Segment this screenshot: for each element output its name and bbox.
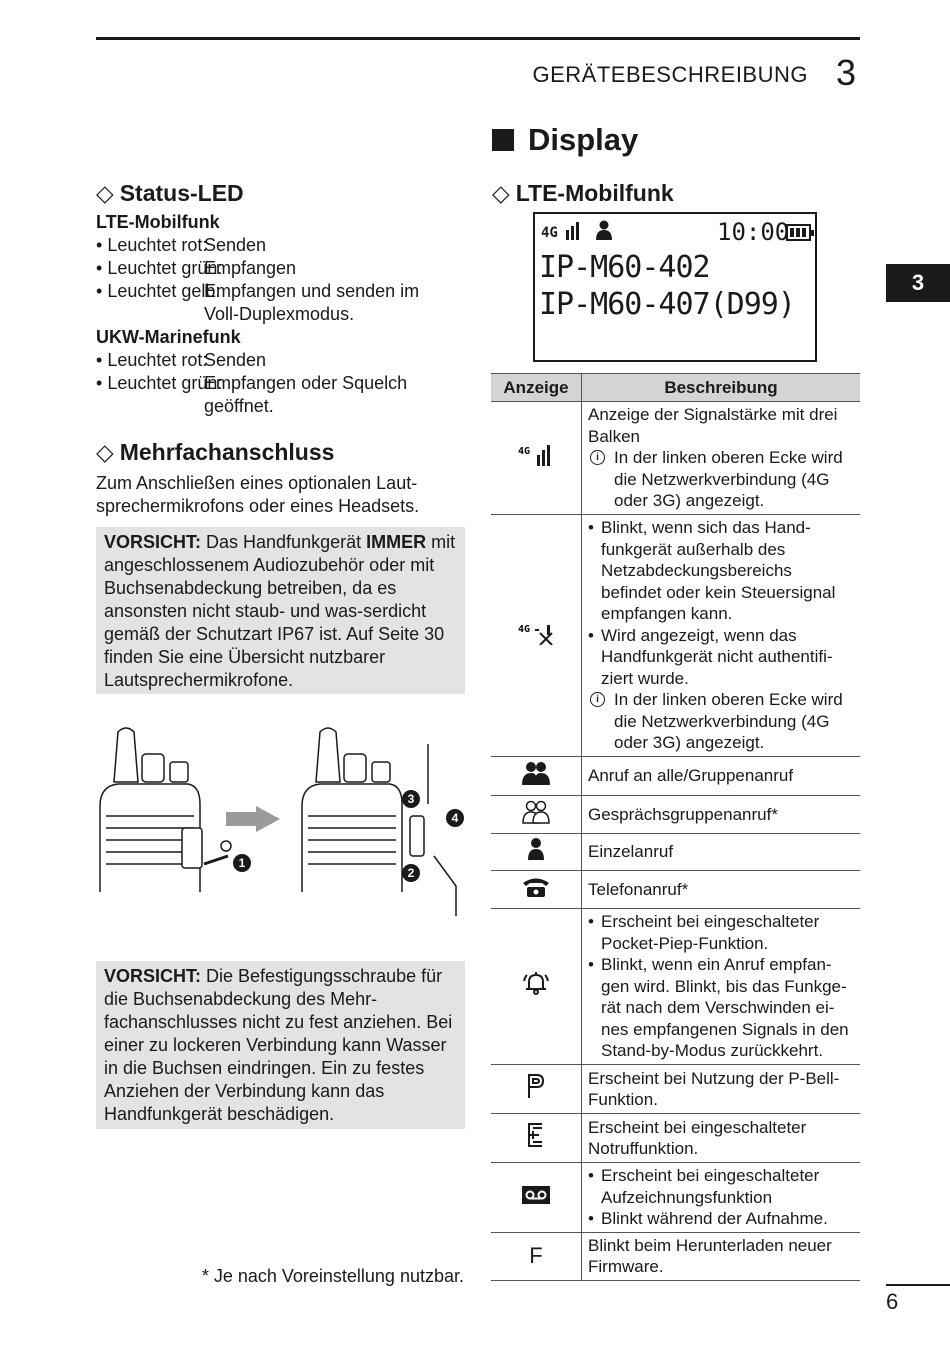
row-description: • Erscheint bei eingeschalteter Pocket-Piep-Funktion. • Blinkt, wenn ein Anruf empfan-gen wird. Blinkt, bis das Funkge-rät nach dem Verschwinden ei-nes empfangenen Signals in den Stand-by-Modus zurückkehrt. bbox=[582, 909, 861, 1065]
table-row bbox=[491, 1065, 860, 1114]
lte-subheading: LTE-Mobilfunk bbox=[96, 212, 220, 232]
diamond-icon: ◇ bbox=[492, 180, 510, 206]
caution-box-1: VORSICHT: Das Handfunkgerät IMMER mit angeschlossenem Audiozubehör oder mit Buchsenabdeckung betreiben, da es ansonsten nicht staub- und was-serdicht gemäß der Schutzart IP67 ist. Auf Seite 30 finden Sie eine Übersicht nutzbarer Lautsprechermikrofone. bbox=[96, 527, 465, 694]
bottom-rule bbox=[886, 1284, 950, 1286]
row-description: Blinkt beim Herunterladen neuer Firmware. bbox=[582, 1232, 861, 1280]
lcd-line-2: IP-M60-407(D99) bbox=[539, 287, 795, 322]
status-led-block bbox=[96, 212, 466, 418]
col-header-beschreibung: Beschreibung bbox=[582, 374, 861, 402]
signal-bars-icon bbox=[491, 402, 582, 515]
svg-text:3: 3 bbox=[407, 792, 415, 806]
table-row bbox=[491, 757, 860, 796]
table-row bbox=[491, 796, 860, 834]
footnote: * Je nach Voreinstellung nutzbar. bbox=[201, 1266, 464, 1286]
top-rule bbox=[96, 37, 860, 40]
icon-table bbox=[491, 373, 860, 1281]
diamond-icon: ◇ bbox=[96, 180, 114, 206]
lcd-time: 10:00 bbox=[717, 218, 790, 246]
row-description: Anruf an alle/Gruppenanruf bbox=[582, 757, 861, 796]
lcd-status-icons: 4G bbox=[541, 220, 613, 241]
lcd-screen bbox=[533, 212, 817, 362]
table-header-row bbox=[491, 374, 860, 402]
led-item: • Leuchtet rot: Senden bbox=[96, 235, 267, 255]
row-description: Anzeige der Signalstärke mit drei Balken i In der linken oberen Ecke wird die Netzwerkverbindung (4G oder 3G) angezeigt. bbox=[582, 402, 861, 515]
lcd-line-1: IP-M60-402 bbox=[539, 250, 710, 285]
led-item: • Leuchtet grün: Empfangen oder Squelch geöffnet. bbox=[96, 373, 408, 416]
multi-connector-text: Zum Anschließen eines optionalen Laut-sprechermikrofons oder eines Headsets. bbox=[96, 473, 420, 516]
col-header-anzeige: Anzeige bbox=[491, 374, 582, 402]
table-row bbox=[491, 909, 860, 1065]
led-item: • Leuchtet gelb: Empfangen und senden im Voll-Duplexmodus. bbox=[96, 281, 420, 324]
table-row bbox=[491, 1114, 860, 1163]
page-number: 6 bbox=[886, 1289, 899, 1314]
signal-bars-icon bbox=[566, 222, 580, 240]
chapter-number: 3 bbox=[836, 52, 857, 93]
individual-call-icon bbox=[491, 834, 582, 871]
row-description: • Blinkt, wenn sich das Hand-funkgerät außerhalb des Netzabdeckungsbereichs befindet oder kein Steuersignal empfangen kann. • Wird angezeigt, wenn das Handfunkgerät nicht authentifi-ziert wurde. i In der linken oberen Ecke wird die Netzwerkverbindung (4G oder 3G) angezeigt. bbox=[582, 515, 861, 757]
row-description: Erscheint bei eingeschalteter Notruffunktion. bbox=[582, 1114, 861, 1163]
svg-text:4: 4 bbox=[451, 811, 459, 825]
svg-text:4G: 4G bbox=[518, 446, 531, 458]
led-item: • Leuchtet rot: Senden bbox=[96, 350, 267, 370]
row-description: Gesprächsgruppenanruf* bbox=[582, 796, 861, 834]
info-icon: i bbox=[590, 450, 605, 465]
svg-text:4G: 4G bbox=[518, 623, 531, 635]
battery-icon bbox=[786, 224, 811, 241]
info-icon: i bbox=[590, 692, 605, 707]
status-led-heading: ◇ Status-LED bbox=[96, 180, 244, 206]
emergency-icon bbox=[491, 1114, 582, 1163]
table-row bbox=[491, 871, 860, 909]
display-heading: Display bbox=[492, 122, 638, 158]
chapter-title: GERÄTEBESCHREIBUNG bbox=[532, 62, 808, 87]
row-description: Einzelanruf bbox=[582, 834, 861, 871]
row-description: Telefonanruf* bbox=[582, 871, 861, 909]
firmware-icon: F bbox=[491, 1232, 582, 1280]
talkgroup-call-icon bbox=[491, 796, 582, 834]
individual-call-icon bbox=[595, 220, 613, 240]
chapter-tab: 3 bbox=[886, 264, 950, 302]
row-description: • Erscheint bei eingeschalteter Aufzeichnungsfunktion • Blinkt während der Aufnahme. bbox=[582, 1163, 861, 1233]
p-bell-icon bbox=[491, 1065, 582, 1114]
recording-icon bbox=[491, 1163, 582, 1233]
lte-display-heading: ◇ LTE-Mobilfunk bbox=[492, 180, 674, 206]
table-row bbox=[491, 1232, 860, 1280]
table-row bbox=[491, 402, 860, 515]
bell-icon bbox=[491, 909, 582, 1065]
square-bullet-icon bbox=[492, 129, 514, 151]
connector-illustration bbox=[96, 724, 466, 920]
svg-text:1: 1 bbox=[238, 856, 246, 870]
table-row bbox=[491, 1163, 860, 1233]
group-call-icon bbox=[491, 757, 582, 796]
table-row bbox=[491, 515, 860, 757]
ukw-subheading: UKW-Marinefunk bbox=[96, 327, 241, 347]
row-description: Erscheint bei Nutzung der P-Bell-Funktion. bbox=[582, 1065, 861, 1114]
svg-text:2: 2 bbox=[407, 866, 415, 880]
caution-box-2: VORSICHT: Die Befestigungsschraube für die Buchsenabdeckung des Mehr-fachanschlusses nicht zu fest anziehen. Bei einer zu lockeren Verbindung kann Wasser in die Buchsen eindringen. Ein zu festes Anziehen der Verbindung kann das Handfunkgerät beschädigen. bbox=[96, 961, 465, 1129]
diamond-icon: ◇ bbox=[96, 439, 114, 465]
table-row bbox=[491, 834, 860, 871]
no-signal-icon bbox=[491, 515, 582, 757]
led-item: • Leuchtet grün: Empfangen bbox=[96, 258, 297, 278]
telephone-icon bbox=[491, 871, 582, 909]
multi-connector-heading: ◇ Mehrfachanschluss bbox=[96, 439, 335, 465]
